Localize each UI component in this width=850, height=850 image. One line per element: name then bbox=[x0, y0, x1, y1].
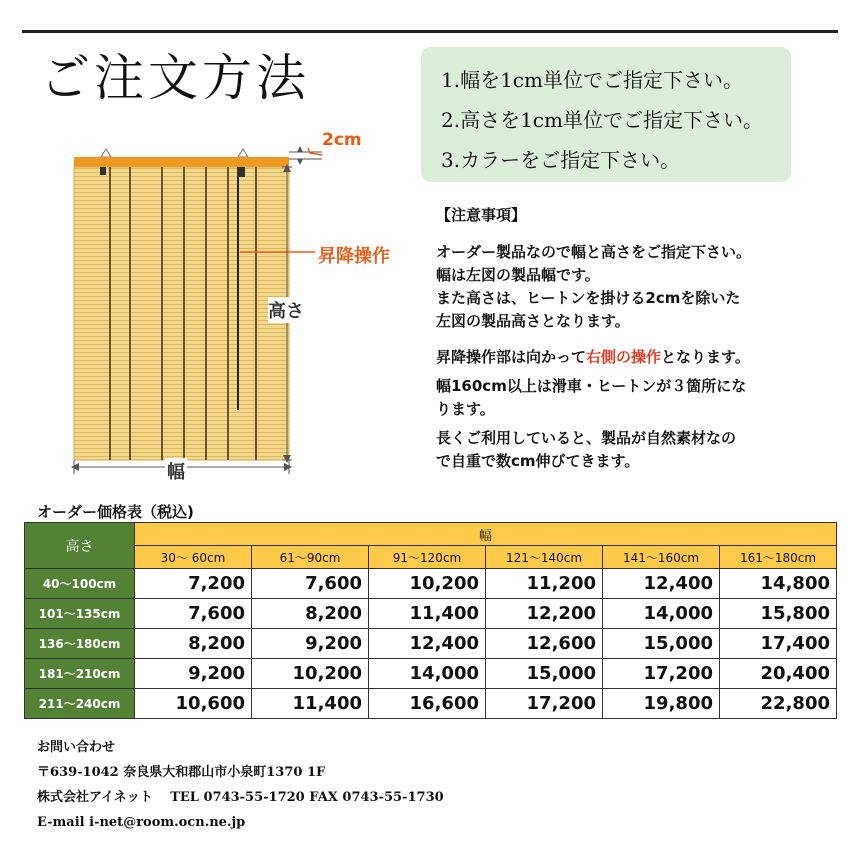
price-cell: 11,200 bbox=[486, 569, 603, 599]
price-cell: 15,800 bbox=[720, 599, 837, 629]
price-cell: 7,600 bbox=[252, 569, 369, 599]
price-cell: 15,000 bbox=[603, 629, 720, 659]
column-label: 91～120cm bbox=[369, 546, 486, 569]
table-row bbox=[25, 569, 837, 599]
header-bar bbox=[74, 157, 289, 167]
two-cm-label: 2cm bbox=[322, 130, 362, 150]
column-label: 61～90cm bbox=[252, 546, 369, 569]
price-cell: 12,200 bbox=[486, 599, 603, 629]
notes-heading: 【注意事項】 bbox=[436, 206, 527, 224]
price-table-title: オーダー価格表（税込) bbox=[37, 503, 194, 521]
operation-label: 昇降操作 bbox=[318, 246, 390, 267]
price-cell: 14,800 bbox=[720, 569, 837, 599]
price-cell: 7,200 bbox=[135, 569, 252, 599]
row-header-cell: 高さ bbox=[25, 523, 135, 569]
price-cell: 17,400 bbox=[720, 629, 837, 659]
note-operation-suffix: となります。 bbox=[661, 348, 750, 366]
notes-section bbox=[436, 204, 796, 473]
price-cell: 19,800 bbox=[603, 689, 720, 719]
price-cell: 12,400 bbox=[603, 569, 720, 599]
height-label: 高さ bbox=[268, 297, 304, 323]
table-row bbox=[25, 659, 837, 689]
column-label: 121～140cm bbox=[486, 546, 603, 569]
price-cell: 10,200 bbox=[252, 659, 369, 689]
price-cell: 22,800 bbox=[720, 689, 837, 719]
note-operation-highlight: 右側の操作 bbox=[586, 348, 662, 366]
note-operation bbox=[436, 346, 796, 369]
price-cell: 17,200 bbox=[603, 659, 720, 689]
top-rule bbox=[22, 30, 838, 33]
width-label: 幅 bbox=[165, 458, 187, 484]
price-cell: 12,600 bbox=[486, 629, 603, 659]
price-cell: 10,600 bbox=[135, 689, 252, 719]
table-row bbox=[25, 599, 837, 629]
price-cell: 8,200 bbox=[135, 629, 252, 659]
price-cell: 12,400 bbox=[369, 629, 486, 659]
page-title: ご注文方法 bbox=[40, 49, 310, 107]
note-line: オーダー製品なので幅と高さをご指定下さい。 bbox=[436, 243, 752, 261]
contact-heading: お問い合わせ bbox=[37, 740, 116, 755]
row-label: 181～210cm bbox=[25, 659, 135, 689]
step-3: 3.カラーをご指定下さい。 bbox=[441, 148, 681, 172]
row-label: 101～135cm bbox=[25, 599, 135, 629]
col-header-cell: 幅 bbox=[135, 523, 837, 546]
note-line: 長くご利用していると、製品が自然素材なの bbox=[436, 429, 737, 447]
price-cell: 11,400 bbox=[369, 599, 486, 629]
left-hook-icon bbox=[101, 149, 111, 157]
note-line: また高さは、ヒートンを掛ける2cmを除いた bbox=[436, 289, 741, 307]
price-cell: 10,200 bbox=[369, 569, 486, 599]
price-cell: 16,600 bbox=[369, 689, 486, 719]
note-operation-prefix: 昇降操作部は向かって bbox=[436, 348, 587, 366]
price-cell: 14,000 bbox=[369, 659, 486, 689]
step-1: 1.幅を1cm単位でご指定下さい。 bbox=[441, 68, 743, 92]
column-label: 141～160cm bbox=[603, 546, 720, 569]
contact-section bbox=[37, 735, 444, 835]
note-line: で自重で数cm伸びてきます。 bbox=[436, 452, 640, 470]
price-cell: 8,200 bbox=[252, 599, 369, 629]
note-line: ります。 bbox=[436, 400, 495, 418]
blind-diagram bbox=[60, 120, 410, 480]
step-2: 2.高さを1cm単位でご指定下さい。 bbox=[441, 108, 763, 132]
price-cell: 9,200 bbox=[135, 659, 252, 689]
price-cell: 11,400 bbox=[252, 689, 369, 719]
price-cell: 15,000 bbox=[486, 659, 603, 689]
table-row bbox=[25, 689, 837, 719]
note-line: 幅は左図の製品幅です。 bbox=[436, 266, 600, 284]
price-cell: 7,600 bbox=[135, 599, 252, 629]
price-cell: 20,400 bbox=[720, 659, 837, 689]
price-table bbox=[24, 522, 837, 719]
table-row bbox=[25, 629, 837, 659]
row-label: 136～180cm bbox=[25, 629, 135, 659]
note-line: 左図の製品高さとなります。 bbox=[436, 312, 630, 330]
note-line: 幅160cm以上は滑車・ヒートンが３箇所にな bbox=[436, 377, 747, 395]
row-label: 211～240cm bbox=[25, 689, 135, 719]
price-cell: 14,000 bbox=[603, 599, 720, 629]
column-label: 161～180cm bbox=[720, 546, 837, 569]
contact-email: E-mail i-net@room.ocn.ne.jp bbox=[37, 815, 246, 830]
row-label: 40～100cm bbox=[25, 569, 135, 599]
column-label: 30～ 60cm bbox=[135, 546, 252, 569]
price-cell: 9,200 bbox=[252, 629, 369, 659]
order-steps-box bbox=[421, 47, 791, 182]
contact-address: 〒639-1042 奈良県大和郡山市小泉町1370 1F bbox=[37, 765, 326, 780]
contact-company: 株式会社アイネット TEL 0743-55-1720 FAX 0743-55-1730 bbox=[37, 790, 444, 805]
price-cell: 17,200 bbox=[486, 689, 603, 719]
right-hook-icon bbox=[238, 149, 248, 157]
